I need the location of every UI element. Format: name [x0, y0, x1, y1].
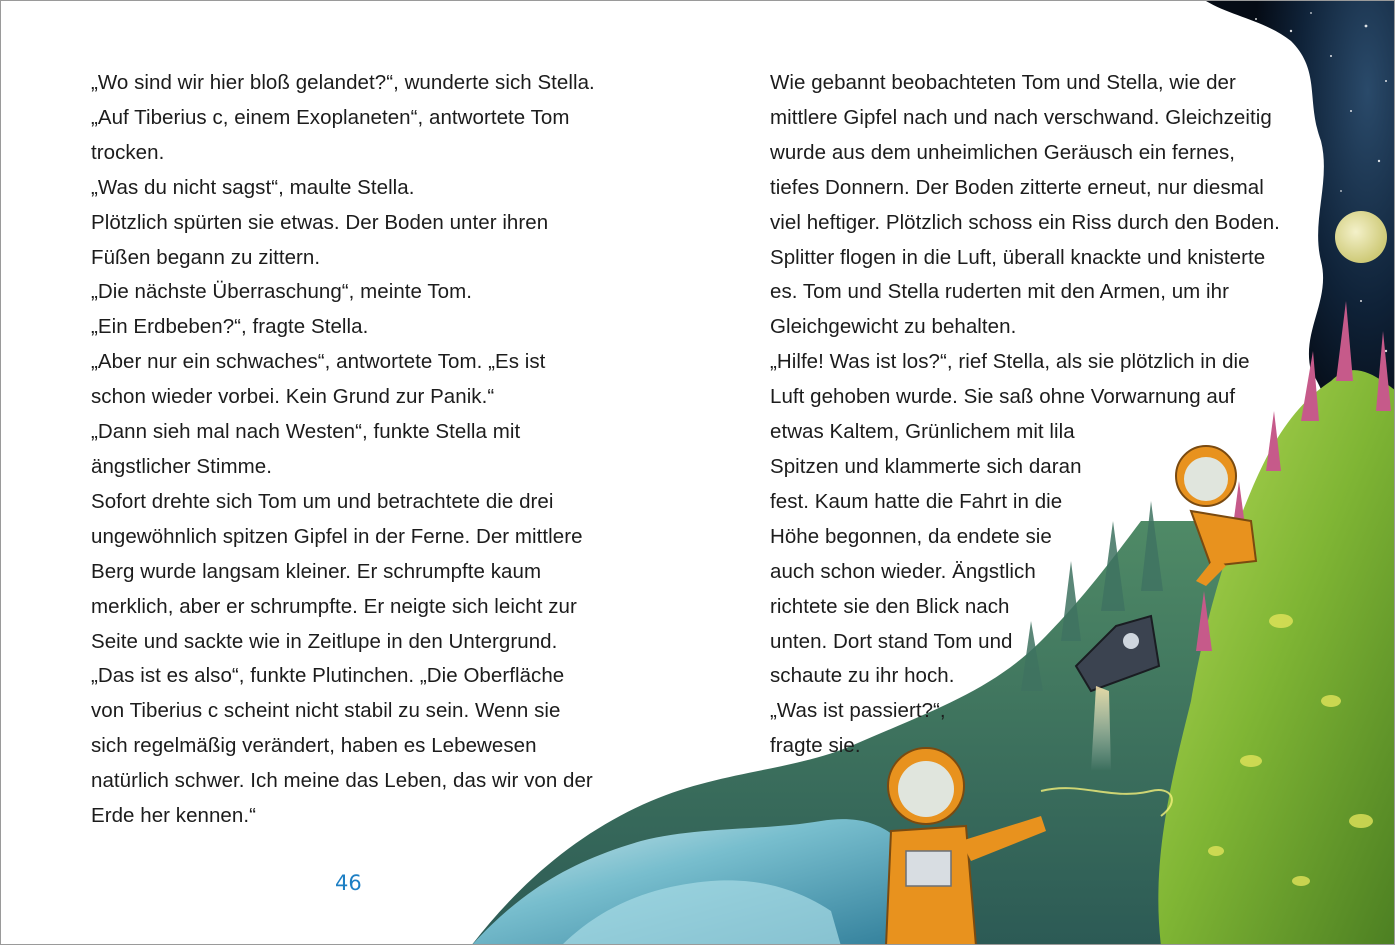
text-line: „Wo sind wir hier bloß gelandet?“, wunderte sich Stella. [91, 71, 595, 94]
text-line: ungewöhnlich spitzen Gipfel in der Ferne. Der mittlere [91, 524, 583, 548]
text-line: Erde her kennen.“ [91, 804, 256, 828]
text-line: „Das ist es also“, funkte Plutinchen. „Die Oberfläche [91, 664, 565, 688]
text-line: schon wieder vorbei. Kein Grund zur Panik.“ [91, 385, 495, 409]
text-line: etwas Kaltem, Grünlichem mit lila [770, 420, 1075, 444]
text-line: natürlich schwer. Ich meine das Leben, das wir von der [91, 769, 593, 793]
text-line: Gleichgewicht zu behalten. [770, 315, 1017, 339]
text-line: „Aber nur ein schwaches“, antwortete Tom. „Es ist [91, 350, 546, 374]
text-line: „Auf Tiberius c, einem Exoplaneten“, antwortete Tom [91, 105, 570, 129]
text-line: merklich, aber er schrumpfte. Er neigte sich leicht zur [91, 594, 577, 618]
text-line: Füßen begann zu zittern. [91, 245, 321, 269]
text-line: mittlere Gipfel nach und nach verschwand. Gleichzeitig [770, 105, 1272, 129]
text-line: Berg wurde langsam kleiner. Er schrumpfte kaum [91, 559, 542, 583]
text-line: Seite und sackte wie in Zeitlupe in den Untergrund. [91, 629, 558, 653]
text-line: wurde aus dem unheimlichen Geräusch ein fernes, [770, 140, 1235, 164]
text-line: viel heftiger. Plötzlich schoss ein Riss durch den Boden. [770, 210, 1280, 234]
text-line: trocken. [91, 140, 165, 164]
text-line: Höhe begonnen, da endete sie [770, 524, 1052, 548]
text-line: von Tiberius c scheint nicht stabil zu sein. Wenn sie [91, 699, 561, 723]
text-line: Splitter flogen in die Luft, überall knackte und knisterte [770, 245, 1266, 269]
text-line: „Was ist passiert?“, [770, 699, 946, 723]
text-line: „Hilfe! Was ist los?“, rief Stella, als sie plötzlich in die [770, 350, 1250, 374]
left-page-text [91, 66, 595, 834]
text-line: fragte sie. [770, 734, 861, 758]
text-line: „Was du nicht sagst“, maulte Stella. [91, 175, 415, 199]
text-line: unten. Dort stand Tom und [770, 629, 1013, 653]
text-line: sich regelmäßig verändert, haben es Lebewesen [91, 734, 537, 758]
page-number: 46 [335, 871, 362, 895]
text-line: tiefes Donnern. Der Boden zitterte erneut, nur diesmal [770, 175, 1264, 199]
text-line: Luft gehoben wurde. Sie saß ohne Vorwarnung auf [770, 385, 1236, 409]
text-line: „Dann sieh mal nach Westen“, funkte Stella mit [91, 420, 521, 444]
text-line: es. Tom und Stella ruderten mit den Armen, um ihr [770, 280, 1229, 304]
text-line: Spitzen und klammerte sich daran [770, 454, 1082, 478]
text-line: Wie gebannt beobachteten Tom und Stella, wie der [770, 71, 1236, 94]
text-line: Sofort drehte sich Tom um und betrachtete die drei [91, 489, 554, 513]
text-line: auch schon wieder. Ängstlich [770, 559, 1036, 583]
text-line: richtete sie den Blick nach [770, 594, 1010, 618]
text-line: „Ein Erdbeben?“, fragte Stella. [91, 315, 369, 339]
text-line: Plötzlich spürten sie etwas. Der Boden unter ihren [91, 210, 549, 234]
text-line: „Die nächste Überraschung“, meinte Tom. [91, 280, 472, 304]
text-line: fest. Kaum hatte die Fahrt in die [770, 489, 1063, 513]
right-page-text [770, 66, 1280, 764]
text-line: ängstlicher Stimme. [91, 454, 272, 478]
text-line: schaute zu ihr hoch. [770, 664, 955, 688]
